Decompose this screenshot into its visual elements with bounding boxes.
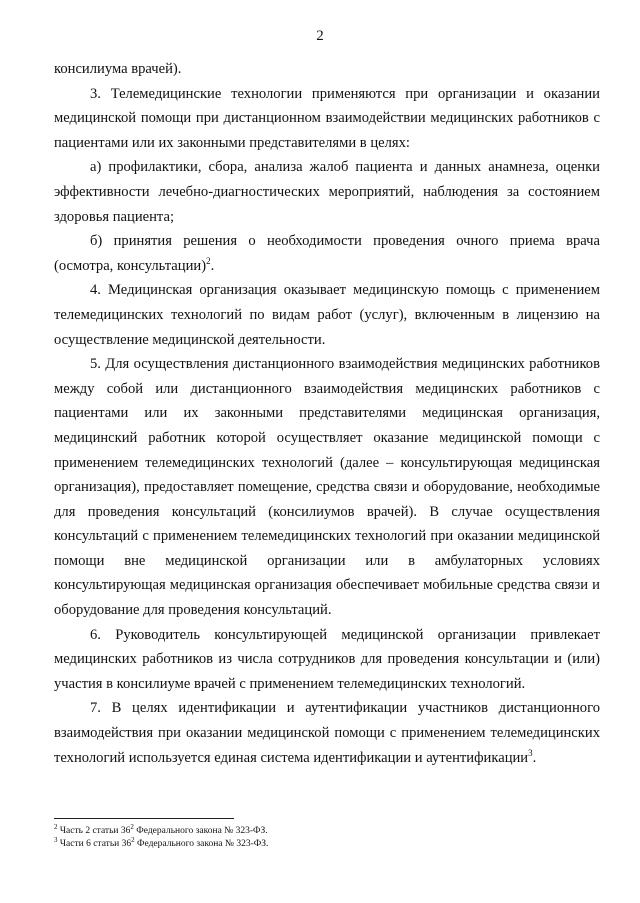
paragraph-5: 5. Для осуществления дистанционного взаимодействия медицинских работников между собой или дистанционного взаимодействия медицинских работников с пациентами или их законными представителями медицинская организация, медицинский работник которой осуществляет оказание медицинской помощи с применением телемедицинских технологий (далее – консультирующая медицинская организация), предоставляет помещение, средства связи и оборудование, необходимые для проведения консультаций (консилиумов врачей). В случае осуществления консультаций с применением телемедицинских технологий при оказании медицинской помощи вне медицинской организации или в амбулаторных условиях консультирующая медицинская организация обеспечивает мобильные средства связи и оборудование для проведения консультаций. bbox=[54, 356, 600, 619]
footnote-2: $^2$ Часть 2 статьи $36^2$ Федерального закона № 323-ФЗ. bbox=[54, 822, 268, 836]
paragraph-7: 7. В целях идентификации и аутентификации участников дистанционного взаимодействия при оказании медицинской помощи с применением телемедицинских технологий используется единая система идентификации и аутентификации$^3$. bbox=[54, 700, 600, 766]
footnote-3: $^3$ Части 6 статьи $36^2$ Федерального закона № 323-ФЗ. bbox=[54, 835, 269, 849]
paragraph-4: 4. Медицинская организация оказывает медицинскую помощь с применением телемедицинских технологий по видам работ (услуг), включенным в лицензию на осуществление медицинской деятельности. bbox=[54, 282, 600, 348]
page-number: 2 bbox=[316, 28, 324, 44]
footnote-separator bbox=[54, 818, 234, 819]
paragraph-continuation: консилиума врачей). bbox=[54, 61, 182, 77]
footnotes bbox=[54, 822, 600, 851]
paragraph-3b: б) принятия решения о необходимости проведения очного приема врача (осмотра, консультации)$^2$. bbox=[54, 233, 600, 274]
paragraph-3: 3. Телемедицинские технологии применяются при организации и оказании медицинской помощи при дистанционном взаимодействии медицинских работников с пациентами или их законными представителями в целях: bbox=[54, 85, 600, 151]
paragraph-3a: а) профилактики, сбора, анализа жалоб пациента и данных анамнеза, оценки эффективности лечебно-диагностических мероприятий, наблюдения за состоянием здоровья пациента; bbox=[54, 159, 600, 225]
footnote-ref-3: 3 bbox=[528, 747, 533, 758]
paragraph-6: 6. Руководитель консультирующей медицинской организации привлекает медицинских работников из числа сотрудников для проведения консультации и (или) участия в консилиуме врачей с применением телемедицинских технологий. bbox=[54, 626, 600, 692]
document-body bbox=[54, 57, 600, 770]
footnote-ref-2: 2 bbox=[206, 255, 211, 266]
